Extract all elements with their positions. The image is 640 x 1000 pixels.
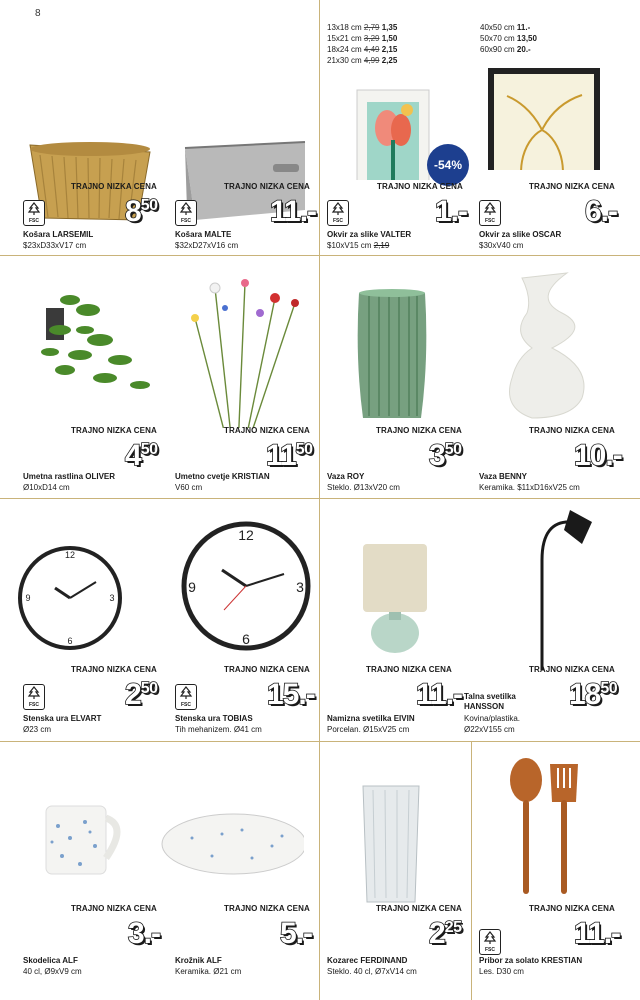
old-price: 2,79 bbox=[363, 23, 380, 32]
svg-text:6: 6 bbox=[67, 636, 73, 646]
price-main: 1.- bbox=[435, 195, 468, 228]
dimensions-text: Ø23 cm bbox=[23, 725, 52, 734]
dimensions-text: $30xV40 cm bbox=[479, 241, 524, 250]
fsc-label: FSC bbox=[485, 218, 495, 224]
product-dimensions bbox=[327, 241, 389, 250]
dimensions-text: Kovina/plastika. bbox=[464, 714, 521, 723]
size-label: 18x24 cm bbox=[327, 45, 362, 54]
svg-text:3: 3 bbox=[109, 593, 115, 603]
size-label: 13x18 cm bbox=[327, 23, 362, 32]
price-main: 18 bbox=[569, 678, 601, 711]
product-image-ferdinand[interactable] bbox=[317, 746, 469, 916]
price-tag-label: TRAJNO NIZKA CENA bbox=[71, 182, 157, 191]
product-dimensions bbox=[175, 967, 241, 976]
size-price-row bbox=[480, 44, 537, 55]
price bbox=[429, 919, 461, 949]
price-decimals: 25 bbox=[444, 919, 462, 936]
product-image-benny[interactable] bbox=[472, 258, 624, 428]
product-name[interactable]: Skodelica ALF bbox=[23, 956, 78, 965]
fsc-label: FSC bbox=[181, 218, 191, 224]
product-image-oliver[interactable] bbox=[10, 260, 162, 430]
price-tag-label: TRAJNO NIZKA CENA bbox=[376, 904, 462, 913]
product-name[interactable]: Namizna svetilka EIVIN bbox=[327, 714, 415, 723]
product-dimensions bbox=[23, 483, 70, 492]
dimensions-text: Steklo. Ø13xV20 cm bbox=[327, 483, 400, 492]
fsc-logo-icon bbox=[479, 200, 501, 226]
size-price-list bbox=[480, 22, 537, 55]
product-dimensions bbox=[479, 967, 524, 976]
dimensions-text: 40 cl, Ø9xV9 cm bbox=[23, 967, 82, 976]
size-price-row bbox=[327, 33, 397, 44]
product-name[interactable]: Umetna rastlina OLIVER bbox=[23, 472, 116, 481]
new-price: 11.- bbox=[516, 23, 531, 32]
size-price-row bbox=[480, 22, 537, 33]
product-dimensions bbox=[327, 967, 417, 976]
price bbox=[280, 919, 312, 949]
price-tag-label: TRAJNO NIZKA CENA bbox=[366, 665, 452, 674]
price bbox=[270, 197, 316, 227]
price bbox=[125, 441, 157, 471]
new-price: 2,25 bbox=[381, 56, 398, 65]
new-price: 1,35 bbox=[381, 23, 398, 32]
price-main: 11.- bbox=[270, 195, 317, 228]
size-price-row bbox=[327, 55, 397, 66]
price-main: 11.- bbox=[416, 678, 463, 711]
price-tag-label: TRAJNO NIZKA CENA bbox=[71, 665, 157, 674]
fsc-label: FSC bbox=[485, 947, 495, 953]
fsc-label: FSC bbox=[333, 218, 343, 224]
product-name[interactable]: Vaza BENNY bbox=[479, 472, 528, 481]
new-price: 20.- bbox=[516, 45, 531, 54]
price-tag-label: TRAJNO NIZKA CENA bbox=[71, 904, 157, 913]
price bbox=[128, 919, 160, 949]
price-main: 2 bbox=[429, 917, 445, 950]
product-dimensions bbox=[327, 483, 400, 492]
price-tag-label: TRAJNO NIZKA CENA bbox=[71, 426, 157, 435]
new-price: 2,15 bbox=[381, 45, 398, 54]
size-price-row bbox=[327, 44, 397, 55]
price-tag-label: TRAJNO NIZKA CENA bbox=[529, 182, 615, 191]
price-decimals: 50 bbox=[600, 680, 618, 697]
old-price: 4,99 bbox=[363, 56, 380, 65]
price bbox=[125, 197, 157, 227]
price-tag-label: TRAJNO NIZKA CENA bbox=[529, 426, 615, 435]
product-image-alf-mug[interactable] bbox=[0, 746, 152, 916]
old-price: 4,49 bbox=[363, 45, 380, 54]
price-decimals: 50 bbox=[444, 441, 462, 458]
price-main: 3 bbox=[429, 439, 445, 472]
svg-text:3: 3 bbox=[296, 579, 304, 595]
dimensions-text: Steklo. 40 cl, Ø7xV14 cm bbox=[327, 967, 417, 976]
dimensions-text: V60 cm bbox=[175, 483, 203, 492]
price-tag-label: TRAJNO NIZKA CENA bbox=[224, 426, 310, 435]
product-name[interactable]: Vaza ROY bbox=[327, 472, 365, 481]
product-dimensions bbox=[23, 967, 82, 976]
svg-text:12: 12 bbox=[238, 527, 254, 543]
price-tag-label: TRAJNO NIZKA CENA bbox=[224, 904, 310, 913]
price-main: 15.- bbox=[267, 678, 315, 711]
fsc-logo-icon bbox=[23, 200, 45, 226]
fsc-logo-icon bbox=[479, 929, 501, 955]
dimensions-text: $23xD33xV17 cm bbox=[23, 241, 87, 250]
product-dimensions bbox=[23, 725, 51, 734]
product-name[interactable]: Kozarec FERDINAND bbox=[327, 956, 408, 965]
price-main: 2 bbox=[125, 678, 141, 711]
product-name[interactable]: Košara LARSEMIL bbox=[23, 230, 94, 239]
product-dimensions bbox=[175, 725, 262, 734]
product-name[interactable]: Okvir za slike VALTER bbox=[327, 230, 412, 239]
product-image-kristian[interactable] bbox=[165, 258, 317, 428]
old-price: 3,29 bbox=[363, 34, 380, 43]
product-image-tobias[interactable] bbox=[162, 498, 314, 668]
product-dimensions bbox=[175, 483, 202, 492]
dimensions-text: Ø10xD14 cm bbox=[23, 483, 70, 492]
discount-badge: -54% bbox=[427, 144, 469, 186]
price-main: 6.- bbox=[585, 195, 618, 228]
dimensions-text: $32xD27xV16 cm bbox=[175, 241, 239, 250]
price-tag-label: TRAJNO NIZKA CENA bbox=[377, 182, 463, 191]
row-divider bbox=[0, 255, 640, 256]
product-name[interactable]: Krožnik ALF bbox=[175, 956, 222, 965]
product-image-eivin[interactable] bbox=[317, 498, 469, 668]
dimensions-text: Keramika. Ø21 cm bbox=[175, 967, 242, 976]
new-price: 1,50 bbox=[381, 34, 398, 43]
price bbox=[574, 441, 622, 471]
svg-text:12: 12 bbox=[64, 550, 76, 560]
product-image-roy[interactable] bbox=[317, 258, 469, 428]
price-tag-label: TRAJNO NIZKA CENA bbox=[376, 426, 462, 435]
price bbox=[266, 441, 313, 471]
product-dimensions bbox=[175, 241, 238, 250]
product-image-hansson[interactable] bbox=[472, 500, 624, 670]
size-price-row bbox=[327, 22, 397, 33]
new-price: 13,50 bbox=[516, 34, 537, 43]
price-tag-label: TRAJNO NIZKA CENA bbox=[529, 904, 615, 913]
price bbox=[267, 680, 315, 710]
price bbox=[429, 441, 461, 471]
fsc-logo-icon bbox=[23, 684, 45, 710]
price-decimals: 50 bbox=[140, 441, 158, 458]
product-dimensions bbox=[464, 714, 520, 723]
price-tag-label: TRAJNO NIZKA CENA bbox=[224, 182, 310, 191]
size-label: 40x50 cm bbox=[480, 23, 515, 32]
price-decimals: 50 bbox=[140, 680, 158, 697]
price bbox=[435, 197, 467, 227]
product-name[interactable]: Umetno cvetje KRISTIAN bbox=[175, 472, 270, 481]
price bbox=[125, 680, 157, 710]
dimensions-text: Les. D30 cm bbox=[479, 967, 524, 976]
price-main: 11 bbox=[266, 439, 296, 472]
product-dimensions bbox=[327, 725, 409, 734]
dimensions-text: Porcelan. Ø15xV25 cm bbox=[327, 725, 410, 734]
product-dimensions bbox=[23, 241, 86, 250]
svg-text:6: 6 bbox=[242, 631, 250, 647]
product-name[interactable]: Stenska ura ELVART bbox=[23, 714, 102, 723]
dimensions-text: Keramika. $11xD16xV25 cm bbox=[479, 483, 580, 492]
product-name[interactable]: Talna svetilka HANSSON bbox=[464, 692, 516, 711]
price-main: 11.- bbox=[574, 917, 621, 950]
svg-text:9: 9 bbox=[25, 593, 31, 603]
price bbox=[585, 197, 617, 227]
price-tag-label: TRAJNO NIZKA CENA bbox=[224, 665, 310, 674]
fsc-logo-icon bbox=[327, 200, 349, 226]
dimensions-text: Tih mehanizem. Ø41 cm bbox=[175, 725, 262, 734]
product-image-krestian[interactable] bbox=[470, 746, 622, 916]
product-dimensions bbox=[479, 483, 580, 492]
page-number: 8 bbox=[35, 8, 41, 19]
price-decimals: 50 bbox=[140, 197, 158, 214]
size-label: 50x70 cm bbox=[480, 34, 515, 43]
size-label: 21x30 cm bbox=[327, 56, 362, 65]
svg-text:9: 9 bbox=[188, 579, 196, 595]
fsc-label: FSC bbox=[29, 218, 39, 224]
product-name[interactable]: Pribor za solato KRESTIAN bbox=[479, 956, 583, 965]
price bbox=[569, 680, 617, 710]
product-dimensions-2: Ø22xV155 cm bbox=[464, 725, 515, 734]
dimensions-text: $10xV15 cm bbox=[327, 241, 372, 250]
price bbox=[416, 680, 462, 710]
price-main: 8 bbox=[125, 195, 141, 228]
product-image-elvart[interactable] bbox=[0, 500, 152, 670]
product-name[interactable]: Okvir za slike OSCAR bbox=[479, 230, 562, 239]
row-divider bbox=[0, 741, 640, 742]
fsc-label: FSC bbox=[29, 702, 39, 708]
size-label: 15x21 cm bbox=[327, 34, 362, 43]
price-tag-label: TRAJNO NIZKA CENA bbox=[529, 665, 615, 674]
fsc-label: FSC bbox=[181, 702, 191, 708]
price bbox=[574, 919, 620, 949]
fsc-logo-icon bbox=[175, 200, 197, 226]
price-main: 4 bbox=[125, 439, 141, 472]
price-main: 3.- bbox=[128, 917, 161, 950]
fsc-logo-icon bbox=[175, 684, 197, 710]
size-price-row bbox=[480, 33, 537, 44]
old-price: 2,19 bbox=[373, 241, 390, 250]
price-main: 5.- bbox=[280, 917, 313, 950]
price-main: 10.- bbox=[574, 439, 622, 472]
product-image-alf-plate[interactable] bbox=[152, 746, 304, 916]
product-name[interactable]: Stenska ura TOBIAS bbox=[175, 714, 253, 723]
size-price-list bbox=[327, 22, 397, 66]
product-name[interactable]: Košara MALTE bbox=[175, 230, 232, 239]
product-dimensions bbox=[479, 241, 523, 250]
size-label: 60x90 cm bbox=[480, 45, 515, 54]
price-decimals: 50 bbox=[295, 441, 313, 458]
